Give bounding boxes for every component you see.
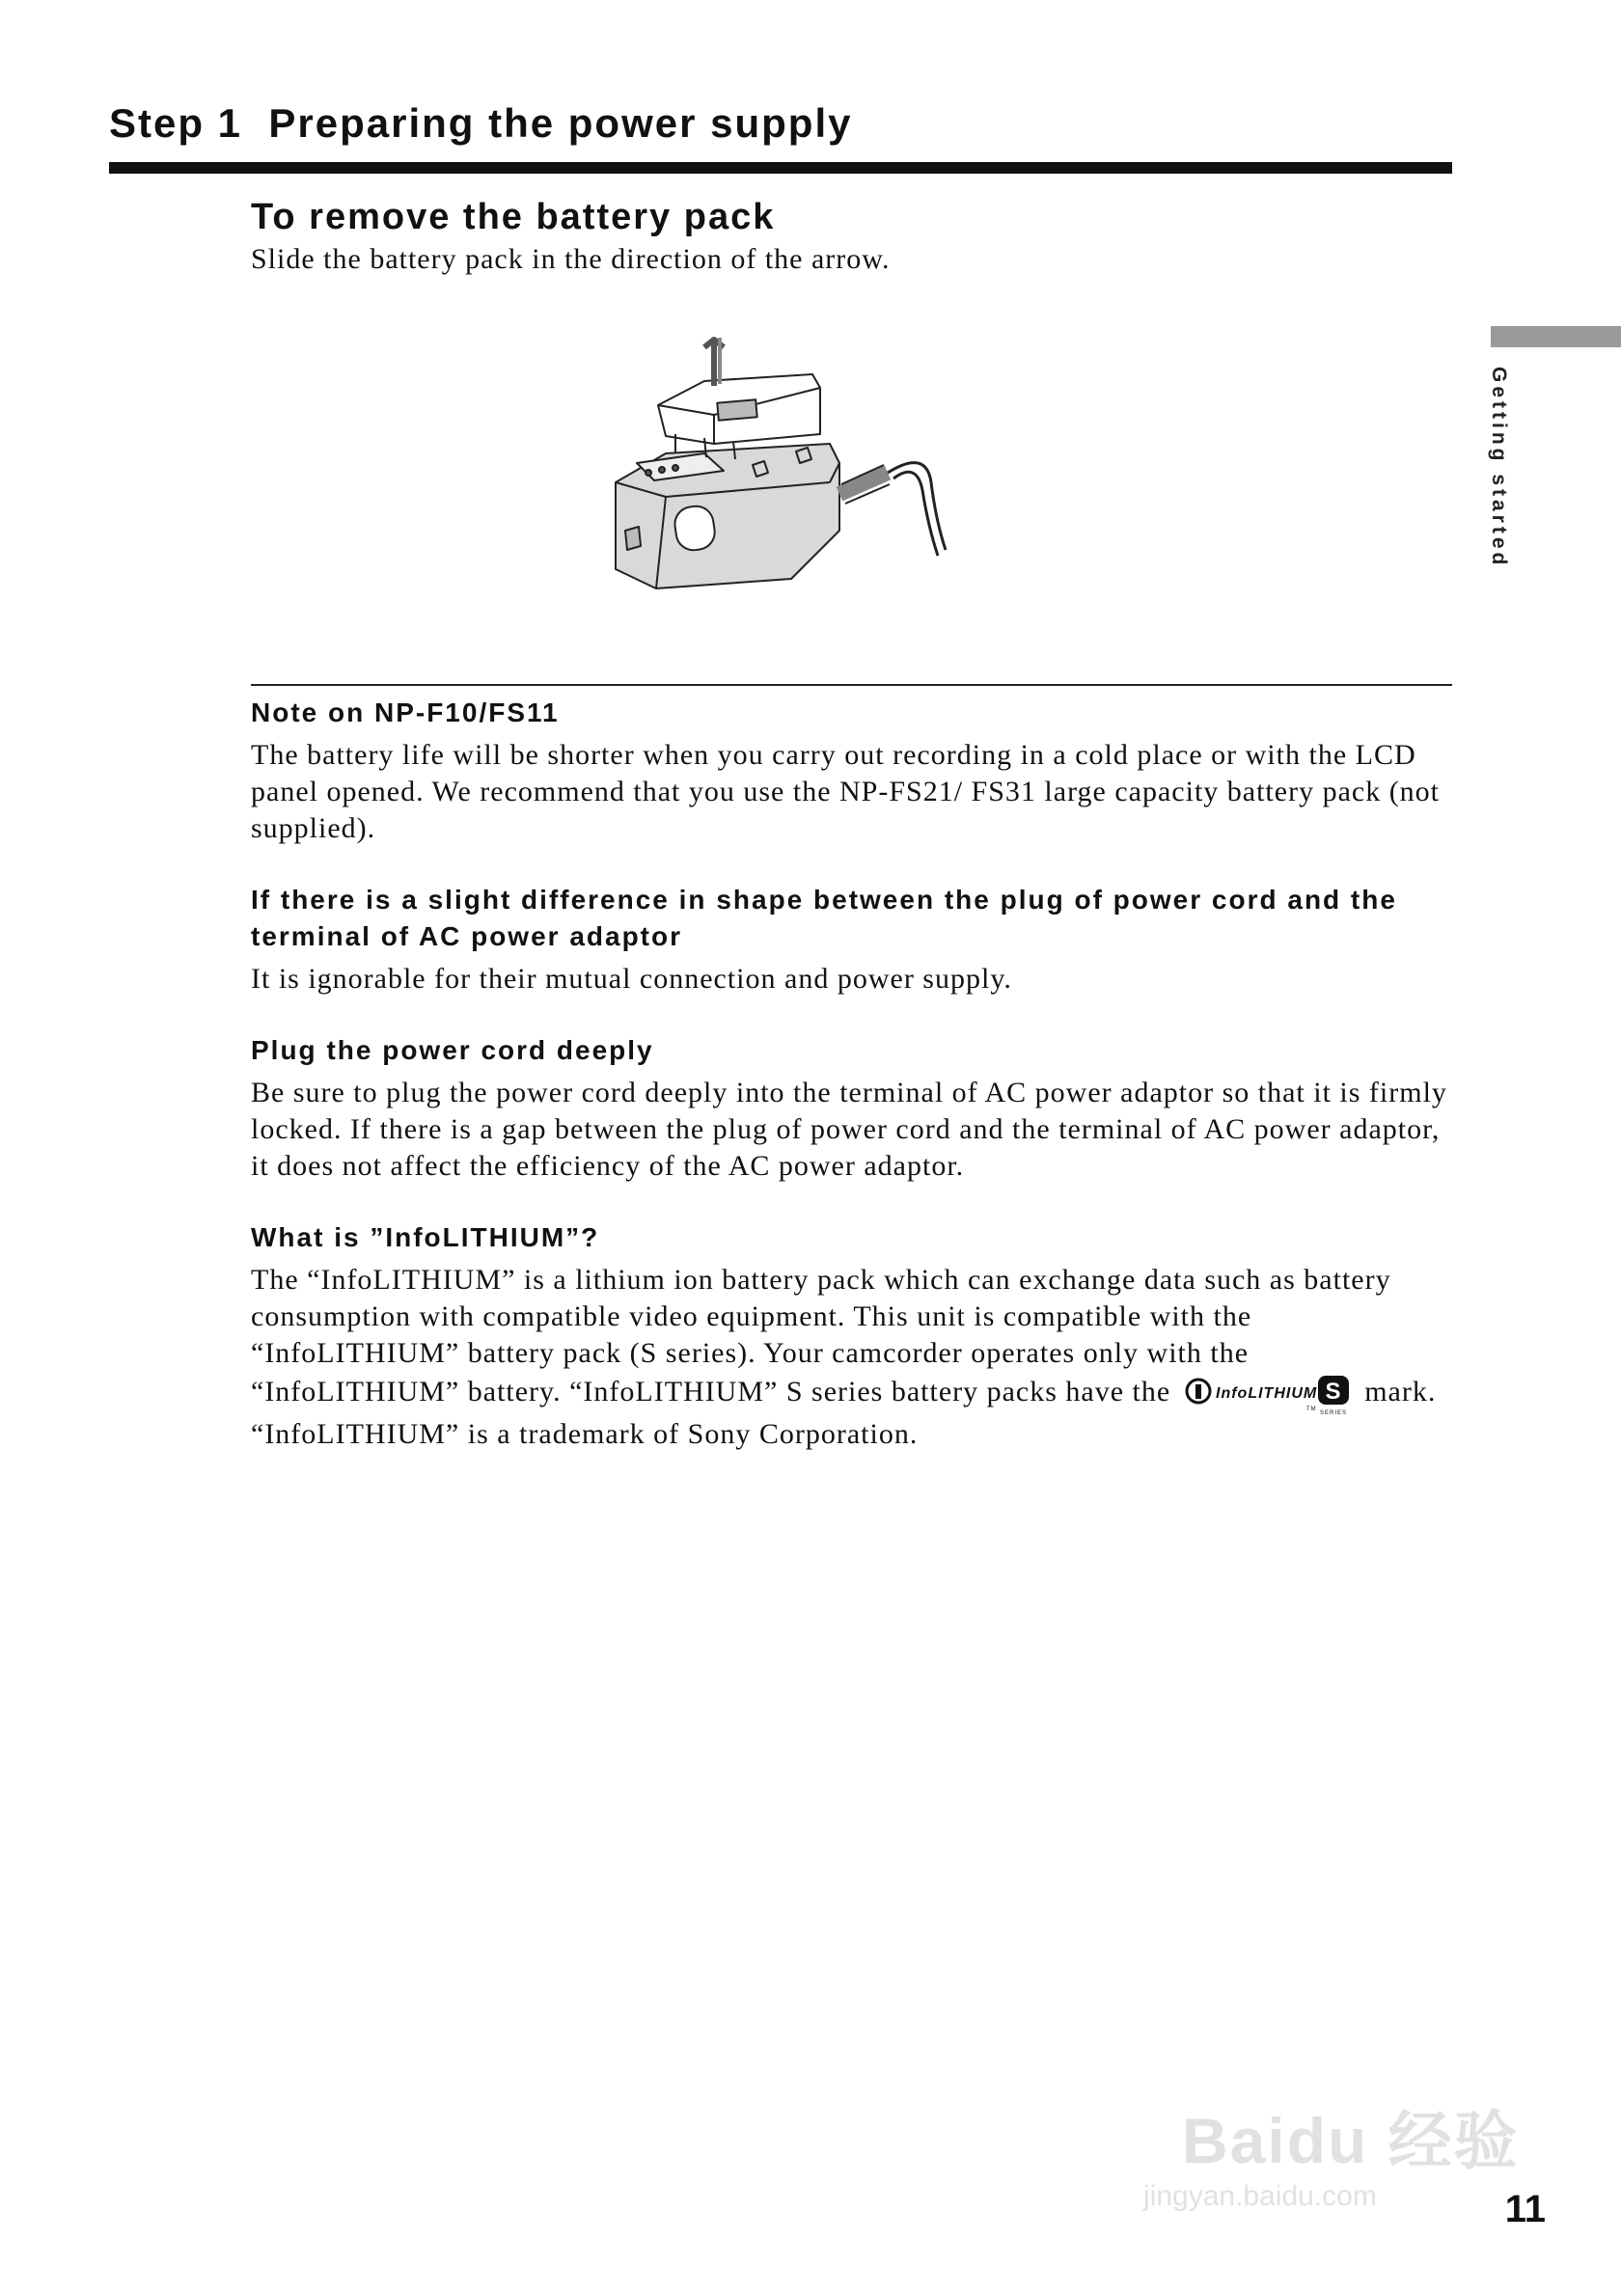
note-plug-shape <box>251 882 1457 998</box>
chapter-tab-label: Getting started <box>1488 367 1510 569</box>
note-body: It is ignorable for their mutual connection and power supply. <box>251 963 1012 995</box>
infolithium-body-text: The “InfoLITHIUM” is a lithium ion battery pack which can exchange data such as battery consumption with compatible video equipment. This unit is compatible with the “InfoLITHIUM” battery pack (S series). Your camcorder operates only with the “InfoLITHIUM” battery. “InfoLITHIUM” S series battery packs have the <box>251 1264 1391 1408</box>
note-body: The battery life will be shorter when you carry out recording in a cold place or with the LCD panel opened. We recommend that you use the NP-FS21/ FS31 large capacity battery pack (not supplied). <box>251 739 1441 844</box>
note-plug-deeply <box>251 1032 1457 1185</box>
page-number: 11 <box>1504 2188 1546 2230</box>
trademark-note: “InfoLITHIUM” is a trademark of Sony Corporation. <box>251 1418 919 1450</box>
note-np-f10 <box>251 695 1457 847</box>
note-heading: If there is a slight difference in shape between the plug of power cord and the terminal of AC power adaptor <box>251 885 1397 951</box>
chapter-tab-bar <box>1491 326 1621 347</box>
note-heading: What is ”InfoLITHIUM”? <box>251 1222 600 1252</box>
section-heading: To remove the battery pack <box>251 197 776 237</box>
logo-text: InfoLITHIUM <box>1215 1385 1317 1402</box>
note-body <box>251 1262 1457 1416</box>
notes-section <box>251 695 1457 1488</box>
logo-badge: S <box>1325 1379 1342 1405</box>
infolithium-body-end: mark. <box>1364 1375 1437 1408</box>
note-body: Be sure to plug the power cord deeply into the terminal of AC power adaptor so that it is firmly locked. If there is a gap between the plug of power cord and the terminal of AC power adaptor, it does not affect the efficiency of the AC power adaptor. <box>251 1077 1447 1182</box>
watermark-url: jingyan.baidu.com <box>1143 2180 1377 2212</box>
note-infolithium <box>251 1219 1457 1453</box>
note-heading: Plug the power cord deeply <box>251 1035 654 1065</box>
section-intro: Slide the battery pack in the direction of the arrow. <box>251 243 891 275</box>
battery-removal-illustration <box>598 328 1003 617</box>
watermark-logo: Baidu 经验 <box>1182 2105 1520 2176</box>
infolithium-logo-icon <box>1185 1372 1357 1416</box>
header-rule <box>109 162 1452 174</box>
logo-series: SERIES <box>1319 1410 1347 1416</box>
note-heading: Note on NP-F10/FS11 <box>251 697 560 727</box>
watermark <box>1143 2072 1549 2217</box>
logo-tm: TM <box>1305 1407 1317 1412</box>
page-section-title: Step 1 Preparing the power supply <box>109 100 853 146</box>
notes-divider <box>251 684 1452 686</box>
